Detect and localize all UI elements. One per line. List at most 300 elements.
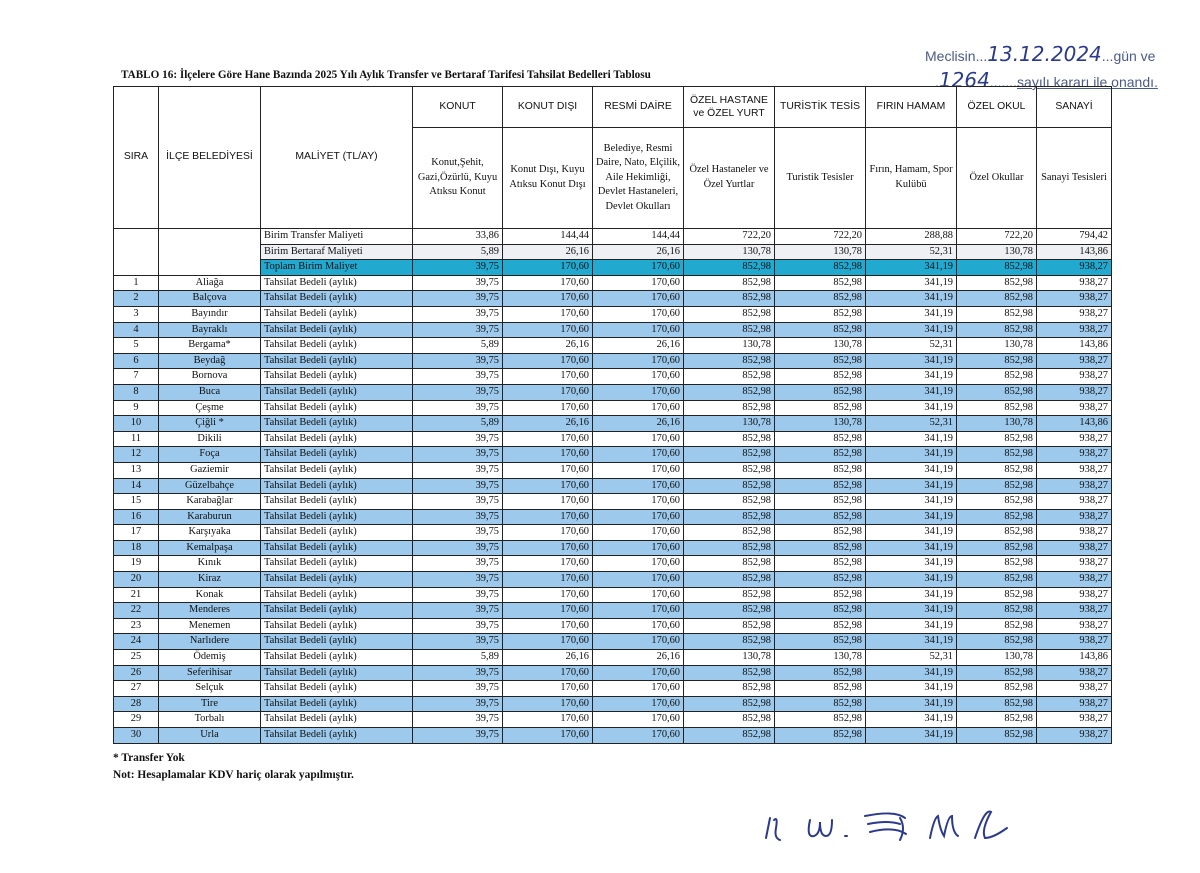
- tariff-value: 852,98: [957, 353, 1037, 369]
- table-row: [114, 384, 1112, 400]
- tariff-value: 52,31: [866, 338, 957, 354]
- stamp-date: 13.12.2024: [987, 42, 1102, 66]
- tariff-value: 170,60: [593, 369, 684, 385]
- tariff-value: 852,98: [684, 634, 775, 650]
- tariff-value: 39,75: [413, 291, 503, 307]
- tariff-value: 170,60: [503, 696, 593, 712]
- tariff-value: 170,60: [593, 712, 684, 728]
- tariff-value: 852,98: [775, 431, 866, 447]
- cost-row-transfer: [114, 229, 1112, 245]
- tariff-value: 170,60: [503, 462, 593, 478]
- tariff-value: 852,98: [684, 369, 775, 385]
- cost-value: 52,31: [866, 244, 957, 260]
- cost-value: 26,16: [503, 244, 593, 260]
- row-label: Tahsilat Bedeli (aylık): [261, 384, 413, 400]
- tariff-value: 39,75: [413, 556, 503, 572]
- district-name: Aliağa: [159, 275, 261, 291]
- tariff-value: 39,75: [413, 634, 503, 650]
- col-subheader: Konut Dışı, Kuyu Atıksu Konut Dışı: [503, 128, 593, 229]
- table-row: [114, 572, 1112, 588]
- tariff-value: 170,60: [593, 494, 684, 510]
- col-subheader: Özel Okullar: [957, 128, 1037, 229]
- district-name: Çeşme: [159, 400, 261, 416]
- tariff-value: 170,60: [593, 681, 684, 697]
- tariff-value: 938,27: [1037, 540, 1112, 556]
- tariff-value: 170,60: [503, 447, 593, 463]
- tariff-value: 341,19: [866, 462, 957, 478]
- tariff-value: 170,60: [593, 400, 684, 416]
- district-name: Kemalpaşa: [159, 540, 261, 556]
- row-label: Tahsilat Bedeli (aylık): [261, 696, 413, 712]
- tariff-value: 170,60: [593, 462, 684, 478]
- tariff-value: 938,27: [1037, 322, 1112, 338]
- tariff-value: 852,98: [684, 494, 775, 510]
- table-row: [114, 650, 1112, 666]
- table-row: [114, 587, 1112, 603]
- table-row: [114, 681, 1112, 697]
- tariff-value: 852,98: [775, 291, 866, 307]
- tariff-value: 852,98: [684, 400, 775, 416]
- tariff-value: 39,75: [413, 618, 503, 634]
- tariff-value: 170,60: [503, 322, 593, 338]
- table-row: [114, 447, 1112, 463]
- tariff-value: 341,19: [866, 525, 957, 541]
- tariff-value: 170,60: [593, 603, 684, 619]
- tariff-value: 52,31: [866, 416, 957, 432]
- tariff-value: 170,60: [593, 618, 684, 634]
- tariff-value: 170,60: [593, 431, 684, 447]
- col-header-maliyet: MALİYET (TL/AY): [261, 87, 413, 229]
- tariff-value: 938,27: [1037, 509, 1112, 525]
- table-row: [114, 634, 1112, 650]
- tariff-value: 170,60: [503, 400, 593, 416]
- tariff-value: 852,98: [775, 462, 866, 478]
- row-number: 20: [114, 572, 159, 588]
- col-header-category: TURİSTİK TESİS: [775, 87, 866, 128]
- tariff-value: 39,75: [413, 478, 503, 494]
- table-row: [114, 478, 1112, 494]
- tariff-value: 170,60: [503, 275, 593, 291]
- footnote-note: Not: Hesaplamalar KDV hariç olarak yapılmıştır.: [113, 769, 354, 781]
- tariff-value: 852,98: [957, 291, 1037, 307]
- tariff-value: 39,75: [413, 275, 503, 291]
- tariff-value: 852,98: [775, 322, 866, 338]
- row-label: Tahsilat Bedeli (aylık): [261, 275, 413, 291]
- tariff-value: 852,98: [957, 384, 1037, 400]
- district-name: Seferihisar: [159, 665, 261, 681]
- tariff-value: 852,98: [775, 525, 866, 541]
- row-label: Tahsilat Bedeli (aylık): [261, 416, 413, 432]
- table-row: [114, 353, 1112, 369]
- row-label: Tahsilat Bedeli (aylık): [261, 431, 413, 447]
- tariff-value: 170,60: [503, 353, 593, 369]
- cost-label: Birim Bertaraf Maliyeti: [261, 244, 413, 260]
- tariff-value: 852,98: [775, 618, 866, 634]
- tariff-value: 170,60: [503, 431, 593, 447]
- tariff-value: 852,98: [957, 462, 1037, 478]
- table-row: [114, 603, 1112, 619]
- tariff-value: 852,98: [957, 478, 1037, 494]
- col-subheader: Özel Hastaneler ve Özel Yurtlar: [684, 128, 775, 229]
- tariff-value: 852,98: [775, 306, 866, 322]
- district-name: Menemen: [159, 618, 261, 634]
- tariff-value: 852,98: [684, 353, 775, 369]
- row-label: Tahsilat Bedeli (aylık): [261, 338, 413, 354]
- cost-value: 144,44: [593, 229, 684, 245]
- district-name: Buca: [159, 384, 261, 400]
- col-header-sira: SIRA: [114, 87, 159, 229]
- tariff-value: 341,19: [866, 275, 957, 291]
- tariff-value: 39,75: [413, 369, 503, 385]
- tariff-value: 170,60: [593, 525, 684, 541]
- row-label: Tahsilat Bedeli (aylık): [261, 634, 413, 650]
- tariff-value: 938,27: [1037, 634, 1112, 650]
- row-number: 19: [114, 556, 159, 572]
- cost-value: 938,27: [1037, 260, 1112, 276]
- row-number: 25: [114, 650, 159, 666]
- tariff-value: 852,98: [684, 306, 775, 322]
- tariff-value: 170,60: [503, 291, 593, 307]
- tariff-value: 39,75: [413, 353, 503, 369]
- district-name: Gaziemir: [159, 462, 261, 478]
- tariff-value: 26,16: [503, 338, 593, 354]
- tariff-value: 170,60: [593, 291, 684, 307]
- tariff-value: 852,98: [684, 275, 775, 291]
- district-name: Selçuk: [159, 681, 261, 697]
- tariff-value: 143,86: [1037, 338, 1112, 354]
- tariff-value: 852,98: [684, 618, 775, 634]
- col-subheader: Belediye, Resmi Daire, Nato, Elçilik, Aile Hekimliği, Devlet Hastaneleri, Devlet Okulları: [593, 128, 684, 229]
- cost-value: 341,19: [866, 260, 957, 276]
- col-header-category: ÖZEL OKUL: [957, 87, 1037, 128]
- cost-value: 130,78: [684, 244, 775, 260]
- tariff-value: 26,16: [503, 650, 593, 666]
- tariff-value: 938,27: [1037, 462, 1112, 478]
- tariff-value: 852,98: [684, 696, 775, 712]
- tariff-value: 938,27: [1037, 712, 1112, 728]
- col-subheader: Konut,Şehit, Gazi,Özürlü, Kuyu Atıksu Konut: [413, 128, 503, 229]
- cost-value: 5,89: [413, 244, 503, 260]
- table-row: [114, 509, 1112, 525]
- tariff-value: 170,60: [503, 587, 593, 603]
- district-name: Foça: [159, 447, 261, 463]
- tariff-value: 938,27: [1037, 525, 1112, 541]
- tariff-value: 938,27: [1037, 728, 1112, 744]
- row-number: 13: [114, 462, 159, 478]
- col-header-category: ÖZEL HASTANE ve ÖZEL YURT: [684, 87, 775, 128]
- tariff-value: 341,19: [866, 634, 957, 650]
- tariff-value: 938,27: [1037, 400, 1112, 416]
- tariff-value: 170,60: [593, 556, 684, 572]
- tariff-value: 852,98: [775, 556, 866, 572]
- tariff-value: 170,60: [503, 665, 593, 681]
- tariff-value: 5,89: [413, 416, 503, 432]
- tariff-value: 852,98: [957, 400, 1037, 416]
- tariff-value: 852,98: [684, 572, 775, 588]
- row-label: Tahsilat Bedeli (aylık): [261, 665, 413, 681]
- tariff-value: 852,98: [957, 306, 1037, 322]
- tariff-value: 852,98: [957, 665, 1037, 681]
- row-label: Tahsilat Bedeli (aylık): [261, 572, 413, 588]
- tariff-value: 130,78: [775, 338, 866, 354]
- tariff-value: 852,98: [775, 696, 866, 712]
- tariff-value: 852,98: [775, 353, 866, 369]
- tariff-value: 852,98: [775, 478, 866, 494]
- cost-value: 39,75: [413, 260, 503, 276]
- col-header-category: RESMİ DAİRE: [593, 87, 684, 128]
- tariff-value: 170,60: [503, 728, 593, 744]
- row-number: 23: [114, 618, 159, 634]
- tariff-value: 852,98: [775, 587, 866, 603]
- col-header-category: KONUT DIŞI: [503, 87, 593, 128]
- tariff-value: 52,31: [866, 650, 957, 666]
- row-label: Tahsilat Bedeli (aylık): [261, 306, 413, 322]
- tariff-value: 852,98: [684, 681, 775, 697]
- tariff-value: 39,75: [413, 712, 503, 728]
- row-label: Tahsilat Bedeli (aylık): [261, 728, 413, 744]
- tariff-value: 341,19: [866, 665, 957, 681]
- handwritten-signatures: [760, 798, 1060, 848]
- tariff-value: 852,98: [684, 447, 775, 463]
- tariff-value: 170,60: [593, 587, 684, 603]
- row-number: 9: [114, 400, 159, 416]
- tariff-value: 170,60: [593, 728, 684, 744]
- row-number: 30: [114, 728, 159, 744]
- district-name: Urla: [159, 728, 261, 744]
- table-row: [114, 696, 1112, 712]
- tariff-value: 39,75: [413, 400, 503, 416]
- tariff-value: 852,98: [957, 556, 1037, 572]
- tariff-value: 5,89: [413, 338, 503, 354]
- tariff-value: 26,16: [593, 650, 684, 666]
- stamp-suffix: gün ve: [1113, 48, 1156, 64]
- tariff-value: 341,19: [866, 728, 957, 744]
- table-row: [114, 338, 1112, 354]
- tariff-value: 852,98: [957, 712, 1037, 728]
- tariff-value: 170,60: [593, 478, 684, 494]
- tariff-value: 341,19: [866, 291, 957, 307]
- tariff-value: 143,86: [1037, 650, 1112, 666]
- tariff-value: 938,27: [1037, 369, 1112, 385]
- tariff-value: 341,19: [866, 494, 957, 510]
- tariff-value: 852,98: [957, 603, 1037, 619]
- tariff-value: 170,60: [593, 275, 684, 291]
- tariff-value: 852,98: [957, 618, 1037, 634]
- cost-value: 170,60: [593, 260, 684, 276]
- stamp-prefix: Meclisin: [925, 48, 976, 64]
- tariff-value: 170,60: [593, 665, 684, 681]
- tariff-value: 39,75: [413, 603, 503, 619]
- cost-value: 26,16: [593, 244, 684, 260]
- cost-value: 852,98: [684, 260, 775, 276]
- district-name: Bayındır: [159, 306, 261, 322]
- tariff-value: 39,75: [413, 696, 503, 712]
- tariff-value: 852,98: [957, 728, 1037, 744]
- table-row: [114, 665, 1112, 681]
- row-number: 12: [114, 447, 159, 463]
- table-body: [114, 229, 1112, 744]
- table-title: TABLO 16: İlçelere Göre Hane Bazında 2025 Yılı Aylık Transfer ve Bertaraf Tarifesi Tahsilat Bedelleri Tablosu: [121, 69, 651, 81]
- tariff-value: 852,98: [957, 447, 1037, 463]
- tariff-value: 341,19: [866, 447, 957, 463]
- tariff-value: 39,75: [413, 322, 503, 338]
- tariff-value: 170,60: [593, 353, 684, 369]
- district-name: Çiğli *: [159, 416, 261, 432]
- cost-value: 288,88: [866, 229, 957, 245]
- tariff-value: 170,60: [503, 369, 593, 385]
- row-label: Tahsilat Bedeli (aylık): [261, 369, 413, 385]
- table-row: [114, 618, 1112, 634]
- district-name: Dikili: [159, 431, 261, 447]
- cost-label: Toplam Birim Maliyet: [261, 260, 413, 276]
- table-row: [114, 400, 1112, 416]
- tariff-value: 852,98: [684, 603, 775, 619]
- tariff-value: 170,60: [503, 384, 593, 400]
- tariff-value: 130,78: [684, 416, 775, 432]
- row-label: Tahsilat Bedeli (aylık): [261, 462, 413, 478]
- tariff-value: 130,78: [775, 416, 866, 432]
- tariff-value: 938,27: [1037, 275, 1112, 291]
- district-name: Narlıdere: [159, 634, 261, 650]
- tariff-value: 130,78: [957, 338, 1037, 354]
- tariff-value: 852,98: [957, 431, 1037, 447]
- col-subheader: Fırın, Hamam, Spor Kulübü: [866, 128, 957, 229]
- cost-value: 794,42: [1037, 229, 1112, 245]
- table-row: [114, 525, 1112, 541]
- tariff-value: 39,75: [413, 572, 503, 588]
- row-number: 1: [114, 275, 159, 291]
- tariff-value: 852,98: [684, 728, 775, 744]
- tariff-value: 938,27: [1037, 665, 1112, 681]
- cost-value: 33,86: [413, 229, 503, 245]
- tariff-value: 170,60: [593, 696, 684, 712]
- tariff-value: 170,60: [503, 572, 593, 588]
- tariff-value: 130,78: [775, 650, 866, 666]
- tariff-value: 39,75: [413, 681, 503, 697]
- tariff-value: 852,98: [775, 540, 866, 556]
- tariff-value: 170,60: [593, 509, 684, 525]
- tariff-value: 852,98: [684, 665, 775, 681]
- tariff-value: 852,98: [775, 603, 866, 619]
- tariff-value: 852,98: [684, 540, 775, 556]
- row-number: 10: [114, 416, 159, 432]
- tariff-value: 341,19: [866, 556, 957, 572]
- tariff-value: 852,98: [684, 587, 775, 603]
- district-name: Karaburun: [159, 509, 261, 525]
- row-number: 27: [114, 681, 159, 697]
- col-header-category: FIRIN HAMAM: [866, 87, 957, 128]
- tariff-value: 170,60: [593, 572, 684, 588]
- tariff-value: 852,98: [775, 509, 866, 525]
- tariff-value: 852,98: [957, 572, 1037, 588]
- tariff-value: 170,60: [503, 681, 593, 697]
- tariff-value: 938,27: [1037, 556, 1112, 572]
- tariff-value: 26,16: [503, 416, 593, 432]
- table-row: [114, 540, 1112, 556]
- tariff-value: 852,98: [957, 369, 1037, 385]
- col-subheader: Turistik Tesisler: [775, 128, 866, 229]
- tariff-value: 938,27: [1037, 696, 1112, 712]
- tariff-value: 341,19: [866, 431, 957, 447]
- row-number: 28: [114, 696, 159, 712]
- tariff-value: 170,60: [503, 494, 593, 510]
- tariff-value: 852,98: [775, 572, 866, 588]
- stamp-line2: sayılı kararı ile onandı.: [1017, 74, 1158, 90]
- tariff-value: 341,19: [866, 618, 957, 634]
- tariff-value: 852,98: [775, 384, 866, 400]
- tariff-value: 130,78: [957, 650, 1037, 666]
- table-row: [114, 369, 1112, 385]
- tariff-value: 170,60: [503, 556, 593, 572]
- tariff-value: 852,98: [775, 494, 866, 510]
- cost-row-total: [114, 260, 1112, 276]
- tariff-value: 170,60: [503, 306, 593, 322]
- tariff-value: 170,60: [593, 447, 684, 463]
- tariff-value: 170,60: [593, 306, 684, 322]
- tariff-value: 341,19: [866, 540, 957, 556]
- col-header-ilce: İLÇE BELEDİYESİ: [159, 87, 261, 229]
- cost-value: 130,78: [775, 244, 866, 260]
- table-row: [114, 275, 1112, 291]
- tariff-value: 26,16: [593, 416, 684, 432]
- row-number: 21: [114, 587, 159, 603]
- tariff-value: 852,98: [775, 712, 866, 728]
- cost-value: 852,98: [957, 260, 1037, 276]
- approval-stamp: Meclisin...13.12.2024...gün ve .1264.......sayılı kararı ile onandı.: [925, 42, 1158, 92]
- district-name: Torbalı: [159, 712, 261, 728]
- tariff-value: 938,27: [1037, 306, 1112, 322]
- row-label: Tahsilat Bedeli (aylık): [261, 618, 413, 634]
- cost-value: 143,86: [1037, 244, 1112, 260]
- row-number: 4: [114, 322, 159, 338]
- row-label: Tahsilat Bedeli (aylık): [261, 525, 413, 541]
- row-label: Tahsilat Bedeli (aylık): [261, 478, 413, 494]
- row-label: Tahsilat Bedeli (aylık): [261, 509, 413, 525]
- tariff-value: 852,98: [957, 587, 1037, 603]
- district-name: Bergama*: [159, 338, 261, 354]
- table-row: [114, 728, 1112, 744]
- tariff-value: 39,75: [413, 525, 503, 541]
- table-row: [114, 322, 1112, 338]
- tariff-value: 938,27: [1037, 353, 1112, 369]
- tariff-value: 170,60: [593, 322, 684, 338]
- tariff-value: 170,60: [503, 712, 593, 728]
- tariff-value: 852,98: [684, 478, 775, 494]
- row-label: Tahsilat Bedeli (aylık): [261, 681, 413, 697]
- cost-value: 852,98: [775, 260, 866, 276]
- tariff-value: 170,60: [503, 634, 593, 650]
- table-row: [114, 556, 1112, 572]
- tariff-value: 852,98: [957, 494, 1037, 510]
- tariff-value: 852,98: [775, 634, 866, 650]
- row-number: 7: [114, 369, 159, 385]
- district-name: Kiraz: [159, 572, 261, 588]
- cost-value: 170,60: [503, 260, 593, 276]
- row-number: 26: [114, 665, 159, 681]
- row-label: Tahsilat Bedeli (aylık): [261, 603, 413, 619]
- empty-cell: [159, 229, 261, 276]
- tariff-value: 852,98: [957, 540, 1037, 556]
- tariff-value: 39,75: [413, 462, 503, 478]
- district-name: Karabağlar: [159, 494, 261, 510]
- row-label: Tahsilat Bedeli (aylık): [261, 447, 413, 463]
- tariff-value: 852,98: [684, 525, 775, 541]
- cost-row-bertaraf: [114, 244, 1112, 260]
- row-number: 16: [114, 509, 159, 525]
- tariff-value: 852,98: [775, 728, 866, 744]
- tariff-value: 341,19: [866, 509, 957, 525]
- tariff-value: 852,98: [684, 556, 775, 572]
